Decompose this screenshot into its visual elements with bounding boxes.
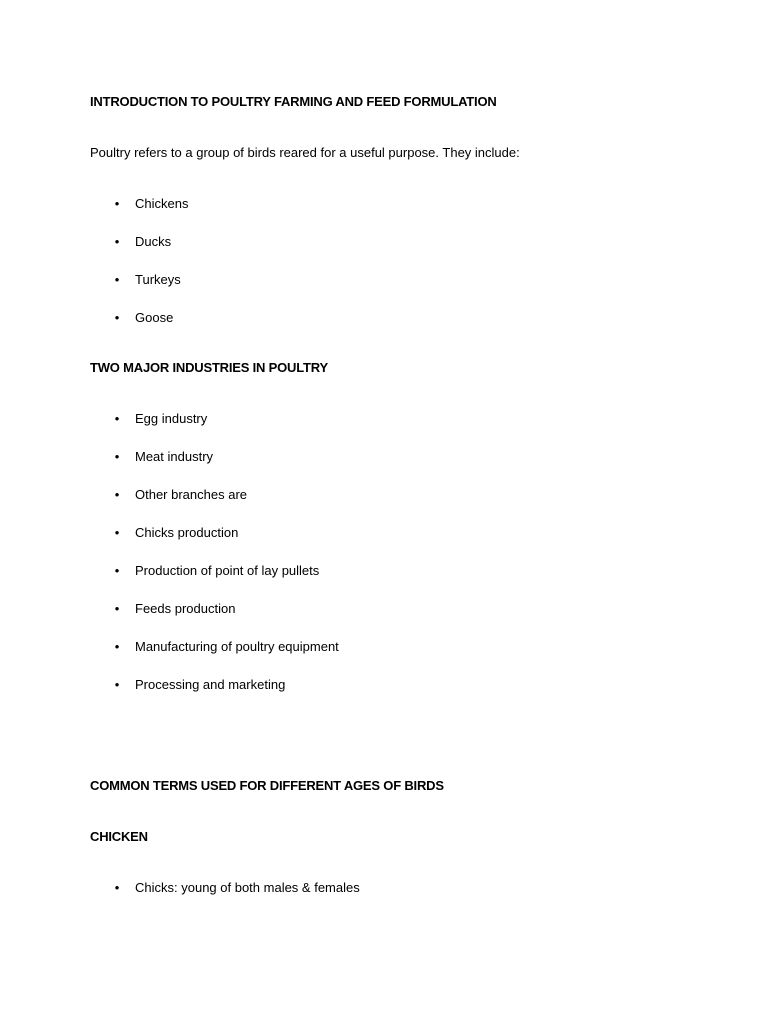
list-item-text: Turkeys bbox=[135, 272, 181, 287]
list-item-text: Feeds production bbox=[135, 601, 236, 616]
list-item-text: Processing and marketing bbox=[135, 677, 286, 692]
document-title: INTRODUCTION TO POULTRY FARMING AND FEED FORMULATION bbox=[90, 94, 497, 109]
list-item-text: Meat industry bbox=[135, 449, 214, 464]
bullet-icon: • bbox=[114, 310, 120, 325]
list-item-text: Chicks: young of both males & females bbox=[135, 880, 360, 895]
bullet-icon: • bbox=[114, 525, 120, 540]
chicken-heading: CHICKEN bbox=[90, 829, 148, 844]
intro-paragraph: Poultry refers to a group of birds reared for a useful purpose. They include: bbox=[90, 145, 520, 160]
bullet-icon: • bbox=[114, 449, 120, 464]
bullet-icon: • bbox=[114, 601, 120, 616]
list-item-text: Other branches are bbox=[135, 487, 248, 502]
bullet-icon: • bbox=[114, 563, 120, 578]
list-item-text: Egg industry bbox=[135, 411, 208, 426]
bullet-icon: • bbox=[114, 234, 120, 249]
bullet-icon: • bbox=[114, 487, 120, 502]
terms-heading: COMMON TERMS USED FOR DIFFERENT AGES OF BIRDS bbox=[90, 778, 444, 793]
list-item-text: Chickens bbox=[135, 196, 189, 211]
bullet-icon: • bbox=[114, 272, 120, 287]
list-item-text: Production of point of lay pullets bbox=[135, 563, 320, 578]
bullet-icon: • bbox=[114, 639, 120, 654]
bullet-icon: • bbox=[114, 411, 120, 426]
list-item-text: Chicks production bbox=[135, 525, 239, 540]
bullet-icon: • bbox=[114, 880, 120, 895]
industries-heading: TWO MAJOR INDUSTRIES IN POULTRY bbox=[90, 360, 328, 375]
bullet-icon: • bbox=[114, 677, 120, 692]
bullet-icon: • bbox=[114, 196, 120, 211]
list-item-text: Manufacturing of poultry equipment bbox=[135, 639, 339, 654]
list-item-text: Ducks bbox=[135, 234, 172, 249]
list-item-text: Goose bbox=[135, 310, 174, 325]
